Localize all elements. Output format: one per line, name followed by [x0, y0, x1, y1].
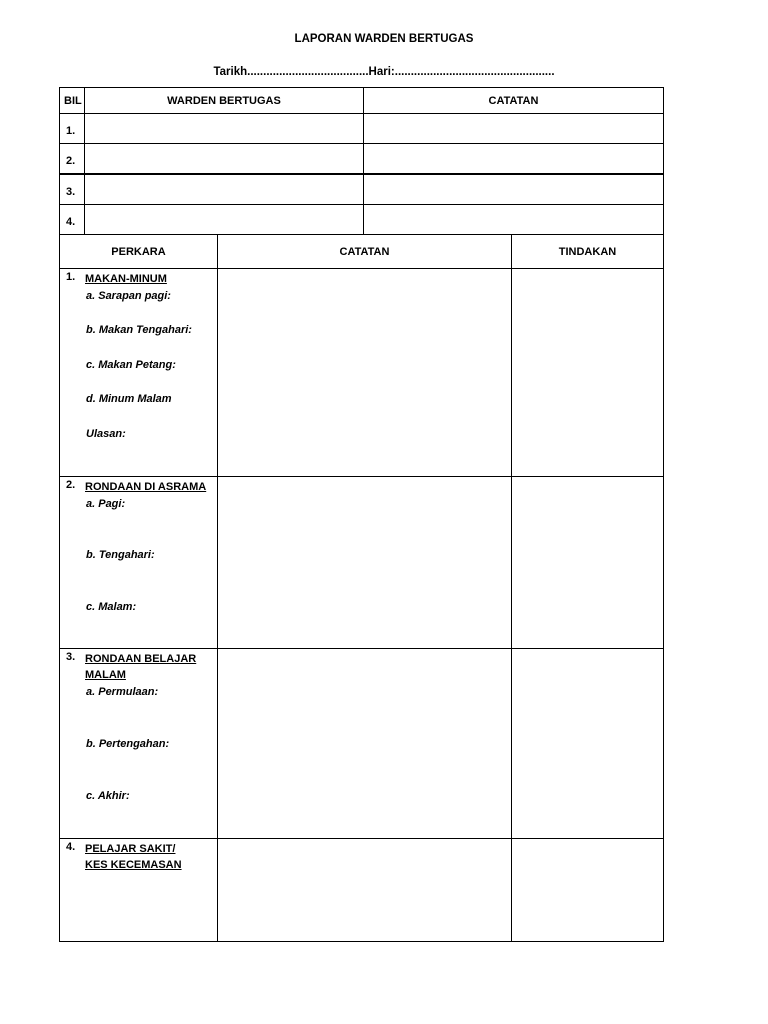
table-row [60, 205, 664, 235]
section-number: 2. [66, 479, 76, 491]
warden-cell[interactable] [85, 205, 364, 235]
item-label: Ulasan: [86, 428, 126, 440]
row-number: 3. [60, 174, 85, 205]
table-row [60, 174, 664, 205]
section-number: 3. [66, 651, 76, 663]
perkara-cell [60, 839, 218, 942]
col-header-catatan: CATATAN [364, 88, 664, 114]
item-label: a. Sarapan pagi: [86, 290, 171, 302]
row-number: 4. [60, 205, 85, 235]
item-label: b. Tengahari: [86, 549, 155, 561]
item-label: b. Pertengahan: [86, 738, 170, 750]
col-header-catatan: CATATAN [218, 235, 512, 269]
perkara-cell [60, 269, 218, 477]
catatan-cell[interactable] [364, 174, 664, 205]
tindakan-cell[interactable] [512, 649, 664, 839]
date-day-line: Tarikh......................................Hari:.................................................. [213, 66, 555, 78]
col-header-bil: BIL [60, 88, 85, 114]
section-row-pelajar-sakit [60, 839, 664, 942]
item-label: a. Permulaan: [86, 686, 159, 698]
page-title: LAPORAN WARDEN BERTUGAS [294, 33, 474, 45]
col-header-tindakan: TINDAKAN [512, 235, 664, 269]
section-number: 1. [66, 271, 76, 283]
item-label: c. Akhir: [86, 790, 130, 802]
warden-cell[interactable] [85, 114, 364, 144]
section-title: RONDAAN DI ASRAMA [85, 481, 207, 493]
warden-table [59, 87, 664, 235]
table-row [60, 114, 664, 144]
perkara-cell [60, 649, 218, 839]
catatan-cell[interactable] [218, 839, 512, 942]
warden-cell[interactable] [85, 174, 364, 205]
item-label: c. Makan Petang: [86, 359, 176, 371]
catatan-cell[interactable] [218, 649, 512, 839]
item-label: a. Pagi: [86, 498, 126, 510]
section-title-line: PELAJAR SAKIT/ [85, 843, 176, 855]
catatan-cell[interactable] [364, 144, 664, 175]
col-header-perkara: PERKARA [60, 235, 218, 269]
section-row-makan-minum [60, 269, 664, 477]
item-label: d. Minum Malam [86, 393, 172, 405]
section-title-line: RONDAAN BELAJAR [85, 653, 197, 665]
catatan-cell[interactable] [218, 477, 512, 649]
tindakan-cell[interactable] [512, 269, 664, 477]
section-title-line: KES KECEMASAN [85, 859, 182, 871]
col-header-warden: WARDEN BERTUGAS [85, 88, 364, 114]
catatan-cell[interactable] [364, 205, 664, 235]
section-row-rondaan-belajar [60, 649, 664, 839]
item-label: c. Malam: [86, 601, 137, 613]
section-row-rondaan-asrama [60, 477, 664, 649]
catatan-cell[interactable] [364, 114, 664, 144]
warden-cell[interactable] [85, 144, 364, 175]
catatan-cell[interactable] [218, 269, 512, 477]
section-number: 4. [66, 841, 76, 853]
table-row [60, 144, 664, 175]
row-number: 1. [60, 114, 85, 144]
report-table [59, 234, 664, 942]
section-title: MAKAN-MINUM [85, 273, 167, 285]
tindakan-cell[interactable] [512, 839, 664, 942]
section-title-line: MALAM [85, 669, 126, 681]
item-label: b. Makan Tengahari: [86, 324, 192, 336]
tindakan-cell[interactable] [512, 477, 664, 649]
row-number: 2. [60, 144, 85, 175]
perkara-cell [60, 477, 218, 649]
